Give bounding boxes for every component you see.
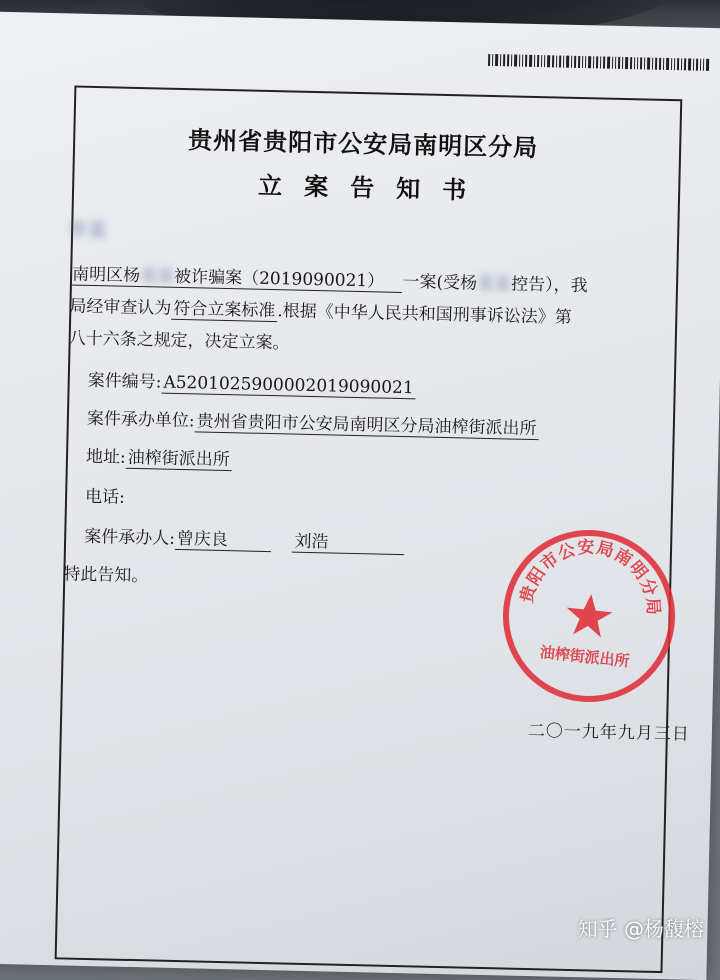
filed-text: 一案(受杨某某控告），我 xyxy=(402,272,588,296)
standard-text: 符合立案标准 xyxy=(171,294,278,322)
recipient-name xyxy=(67,213,108,243)
address-value: 油榨街派出所 xyxy=(125,443,232,471)
issuing-organization: 贵州省贵阳市公安局南明区分局 xyxy=(187,125,539,163)
paper-sheet xyxy=(0,12,720,980)
handler-1: 曾庆良 xyxy=(175,524,272,552)
review-line: 局经审查认为符合立案标准.根据《中华人民共和国刑事诉讼法》第 xyxy=(69,291,572,328)
document-title: 立案告知书 xyxy=(257,170,489,205)
official-seal xyxy=(494,521,683,710)
handling-unit-row: 案件承办单位:贵州省贵阳市公安局南明区分局油榨街派出所 xyxy=(87,404,539,440)
closing-text: 特此告知。 xyxy=(63,564,149,587)
redacted-complainant: 某某 xyxy=(476,273,512,295)
address-row: 地址:油榨街派出所 xyxy=(86,442,232,471)
redacted-recipient: 李某 xyxy=(66,217,108,243)
phone-row: 电话: xyxy=(84,486,126,508)
seal-graphic xyxy=(494,521,683,710)
barcode xyxy=(488,54,709,71)
handler-2: 刘浩 xyxy=(292,527,405,556)
case-number-row: 案件编号:A5201025900002019090021 xyxy=(87,370,414,399)
issue-date: 二〇一九年九月三日 xyxy=(527,720,691,745)
star-icon xyxy=(564,592,614,639)
case-name: 南明区杨某某被诈骗案（2019090021） xyxy=(70,259,403,293)
redacted-name: 某某 xyxy=(139,266,175,287)
seal-bottom-text: 油榨街派出所 xyxy=(539,643,631,671)
source-watermark: 知乎 @杨馥榕 xyxy=(577,917,704,941)
handling-unit-value: 贵州省贵阳市公安局南明区分局油榨街派出所 xyxy=(194,406,539,440)
decision-line: 八十六条之规定，决定立案。 xyxy=(68,328,290,354)
seal-top-text: 贵阳市公安局南明分局 xyxy=(516,537,663,617)
handlers-row: 案件承办人:曾庆良 刘浩 xyxy=(84,522,405,555)
case-number-value: A5201025900002019090021 xyxy=(161,373,416,400)
